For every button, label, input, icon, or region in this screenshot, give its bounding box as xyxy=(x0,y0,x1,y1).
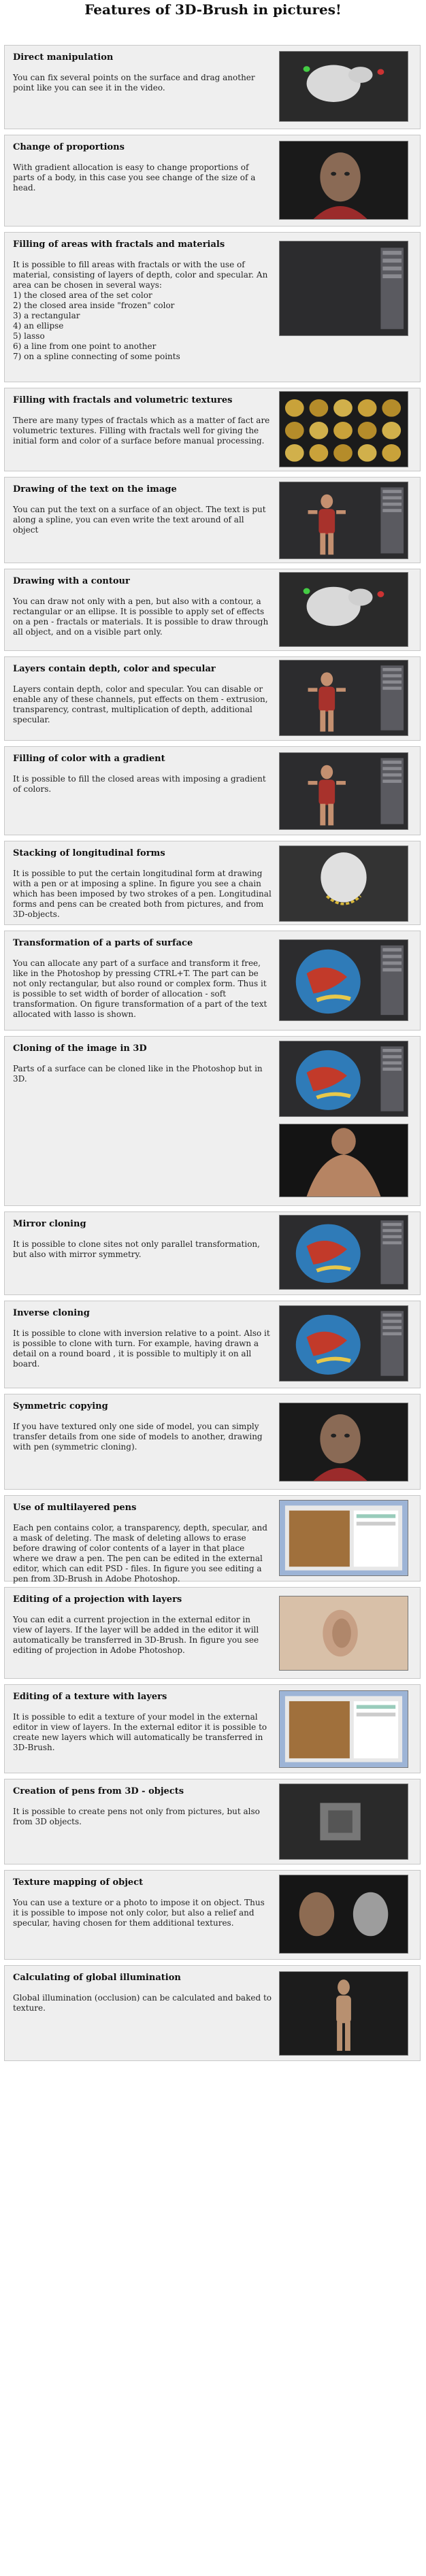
volumetric-textures-grid-screenshot xyxy=(279,391,408,467)
feature-heading: Filling with fractals and volumetric textures xyxy=(13,395,233,405)
text-on-surface-screenshot xyxy=(279,482,408,559)
feature-heading: Change of proportions xyxy=(13,142,125,152)
feature-description: It is possible to put the certain longitudinal form at drawing with a pen or at imposing a spline. In figure you see a chain which has been imposed by two strokes of a pen. Longitudinal forms and pens can be created both from pictures, and from 3D-objects. xyxy=(13,869,272,919)
feature-heading: Drawing of the text on the image xyxy=(13,484,177,495)
ear-projection-screenshot xyxy=(279,1596,408,1671)
feature-section xyxy=(4,1036,421,1206)
feature-section xyxy=(4,1870,421,1960)
feature-heading: Stacking of longitudinal forms xyxy=(13,848,165,858)
fill-with-material-screenshot xyxy=(279,241,408,336)
photoshop-pen-editing-screenshot xyxy=(279,1500,408,1576)
feature-heading: Filling of color with a gradient xyxy=(13,754,165,764)
feature-description: Each pen contains color, a transparency, depth, specular, and a mask of deleting. The mask of deleting allows to erase before drawing of color contents of a layer in that place where we draw a pen. The pen can be edited in the external editor, which can edit PSD - files. In figure you see editing a pen from 3D-Brush in Adobe Photoshop. xyxy=(13,1523,267,1584)
feature-description: You can edit a current projection in the external editor in view of layers. If the layer will be added in the editor it will automatically be transferred in 3D-Brush. In figure you see editing of projection in Adobe Photoshop. xyxy=(13,1615,259,1655)
feature-section xyxy=(4,931,421,1031)
feature-section xyxy=(4,45,421,129)
feature-description: If you have textured only one side of model, you can simply transfer details from one side of models to another, drawing with pen (symmetric cloning). xyxy=(13,1422,263,1452)
feature-section xyxy=(4,1779,421,1864)
feature-heading: Use of multilayered pens xyxy=(13,1503,137,1513)
feature-section xyxy=(4,746,421,835)
feature-description: It is possible to edit a texture of your model in the external editor in view of layers. In the external editor it is possible to create new layers which will automatically be transferred in 3D-Brush. xyxy=(13,1712,267,1752)
3d-head-proportions-screenshot xyxy=(279,141,408,220)
feature-heading: Filling of areas with fractals and materials xyxy=(13,239,225,250)
feature-section xyxy=(4,1495,421,1582)
feature-section xyxy=(4,1211,421,1295)
feature-description: Parts of a surface can be cloned like in the Photoshop but in 3D. xyxy=(13,1064,263,1084)
feature-description: With gradient allocation is easy to change proportions of parts of a body, in this case you see change of the size of a head. xyxy=(13,163,256,193)
feature-description: Global illumination (occlusion) can be calculated and baked to texture. xyxy=(13,1993,272,2013)
feature-heading: Editing of a projection with layers xyxy=(13,1594,182,1605)
feature-heading: Direct manipulation xyxy=(13,52,114,63)
feature-section xyxy=(4,135,421,227)
feature-description: It is possible to fill the closed areas with imposing a gradient of colors. xyxy=(13,774,266,794)
feature-description: You can put the text on a surface of an object. The text is put along a spline, you can even write the text around of all object xyxy=(13,505,266,535)
feature-heading: Transformation of a parts of surface xyxy=(13,938,193,948)
feature-heading: Cloning of the image in 3D xyxy=(13,1043,147,1054)
feature-heading: Editing of a texture with layers xyxy=(13,1692,167,1702)
chain-stroke-screenshot xyxy=(279,846,408,922)
feature-section xyxy=(4,1684,421,1773)
inverse-clone-sphere-screenshot xyxy=(279,1305,408,1382)
page-title: Features of 3D-Brush in pictures! xyxy=(84,1,342,18)
paint-with-contour-screenshot xyxy=(279,572,408,647)
feature-section xyxy=(4,232,421,382)
feature-heading: Layers contain depth, color and specular xyxy=(13,664,216,674)
feature-description: There are many types of fractals which as a matter of fact are volumetric textures. Filling with fractals well for giving the initial form and color of a surface before manual processing. xyxy=(13,416,270,446)
feature-heading: Drawing with a contour xyxy=(13,576,130,586)
feature-description: Layers contain depth, color and specular. You can disable or enable any of these channels, put effects on them - extrusion, transparency, contrast, multiplication of depth, additional specular. xyxy=(13,684,268,724)
feature-section xyxy=(4,569,421,651)
feature-section xyxy=(4,841,421,925)
feature-section xyxy=(4,1587,421,1679)
feature-description: You can fix several points on the surface and drag another point like you can see it in the video. xyxy=(13,73,255,93)
feature-heading: Texture mapping of object xyxy=(13,1877,144,1888)
mirror-clone-sphere-screenshot xyxy=(279,1215,408,1290)
surface-transform-screenshot xyxy=(279,939,408,1021)
feature-description: You can allocate any part of a surface and transform it free, like in the Photoshop by pressing CTRL+T. The part can be not only rectangular, but also round or complex form. Thus it is possible to set width of border of allocation - soft transformation. On figure transformation of a part of the text allocated with lasso is shown. xyxy=(13,958,267,1019)
feature-section xyxy=(4,388,421,471)
feature-description: It is possible to clone with inversion relative to a point. Also it is possible to clone with turn. For example, having drawn a detail on a round board , it is possible to multiply it on all board. xyxy=(13,1328,270,1369)
feature-description: You can draw not only with a pen, but also with a contour, a rectangular or an ellipse. It is possible to apply set of effects on a pen - fractals or materials. It is possible to draw through all object, and on a visible part only. xyxy=(13,597,269,637)
texture-mapping-head-screenshot xyxy=(279,1875,408,1954)
feature-description: It is possible to create pens not only from pictures, but also from 3D objects. xyxy=(13,1807,260,1826)
feature-description: It is possible to clone sites not only parallel transformation, but also with mirror symmetry. xyxy=(13,1239,260,1259)
feature-section xyxy=(4,477,421,563)
feature-section xyxy=(4,1394,421,1490)
feature-heading: Inverse cloning xyxy=(13,1308,90,1318)
feature-heading: Symmetric copying xyxy=(13,1401,108,1411)
layers-channels-screenshot xyxy=(279,660,408,736)
feature-description: It is possible to fill areas with fractals or with the use of material, consisting of layers of depth, color and specular. An area can be chosen in several ways: 1) the closed area of the set color 2) the closed area inside "frozen" color 3) a rectangular 4) an ellipse 5) lasso 6) a line from one point to another 7) on a spline connecting of some points xyxy=(13,260,268,361)
clone-sphere-screenshot xyxy=(279,1041,408,1117)
feature-section xyxy=(4,1301,421,1388)
gradient-fill-screenshot xyxy=(279,752,408,830)
global-illumination-figure-screenshot xyxy=(279,1971,408,2056)
texture-layers-screenshot xyxy=(279,1690,408,1768)
feature-section xyxy=(4,1965,421,2061)
3d-model-manipulation-screenshot xyxy=(279,51,408,122)
feature-section xyxy=(4,656,421,741)
pen-from-3d-object-screenshot xyxy=(279,1784,408,1860)
feature-description: You can use a texture or a photo to impose it on object. Thus it is possible to impose not only color, but also a relief and specular, having chosen for them additional textures. xyxy=(13,1898,265,1928)
symmetric-head-screenshot xyxy=(279,1403,408,1482)
feature-heading: Calculating of global illumination xyxy=(13,1973,181,1983)
feature-heading: Mirror cloning xyxy=(13,1219,86,1229)
clone-torso-screenshot xyxy=(279,1124,408,1197)
feature-heading: Creation of pens from 3D - objects xyxy=(13,1786,184,1796)
